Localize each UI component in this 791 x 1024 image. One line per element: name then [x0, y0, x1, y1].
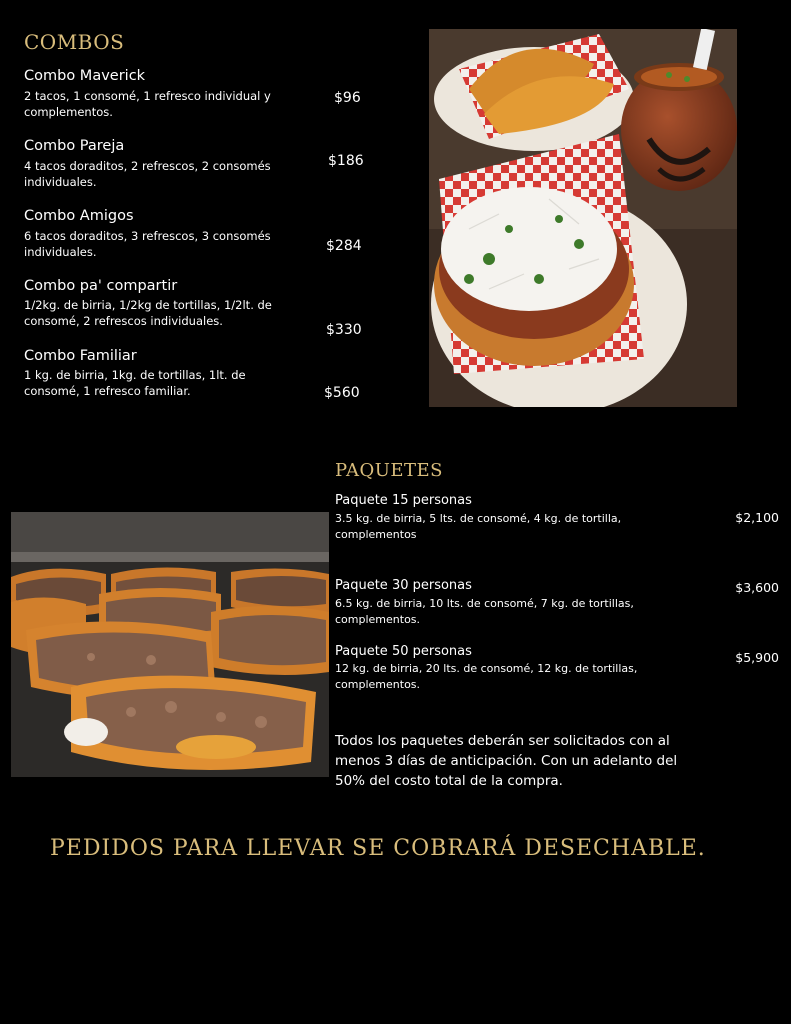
paquete-name: Paquete 30 personas	[335, 578, 472, 593]
paquetes-note: Todos los paquetes deberán ser solicitados con al menos 3 días de anticipación. Con un adelanto del 50% del costo total de la compra.	[335, 733, 678, 789]
paquete-description: 6.5 kg. de birria, 10 lts. de consomé, 7 kg. de tortillas, complementos.	[335, 597, 634, 626]
combo-name: Combo pa' compartir	[24, 278, 178, 294]
combo-description: 1 kg. de birria, 1kg. de tortillas, 1lt. de consomé, 1 refresco familiar.	[24, 368, 246, 398]
paquete-price: $2,100	[735, 510, 779, 525]
paquete-price: $5,900	[735, 650, 779, 665]
combo-name: Combo Amigos	[24, 208, 134, 224]
combo-name: Combo Maverick	[24, 68, 146, 84]
paquete-description: 12 kg. de birria, 20 lts. de consomé, 12 kg. de tortillas, complementos.	[335, 662, 638, 691]
combo-description: 1/2kg. de birria, 1/2kg de tortillas, 1/2lt. de consomé, 2 refrescos individuales.	[24, 298, 272, 328]
combo-name: Combo Pareja	[24, 138, 125, 154]
combo-name: Combo Familiar	[24, 348, 137, 364]
combo-price: $186	[328, 153, 364, 169]
paquete-name: Paquete 50 personas	[335, 644, 472, 659]
combo-price: $560	[324, 385, 360, 401]
food-photo-birria-tacos	[11, 512, 329, 777]
footer-notice: PEDIDOS PARA LLEVAR SE COBRARÁ DESECHABLE.	[50, 836, 706, 861]
combo-description: 4 tacos doraditos, 2 refrescos, 2 consomés individuales.	[24, 159, 271, 189]
combo-description: 6 tacos doraditos, 3 refrescos, 3 consomés individuales.	[24, 229, 271, 259]
combos-heading: COMBOS	[24, 30, 125, 54]
food-photo-tostada-consome	[429, 29, 737, 407]
combo-price: $284	[326, 238, 362, 254]
combo-price: $96	[334, 90, 361, 106]
paquete-price: $3,600	[735, 580, 779, 595]
paquete-description: 3.5 kg. de birria, 5 lts. de consomé, 4 kg. de tortilla, complementos	[335, 512, 622, 541]
paquete-name: Paquete 15 personas	[335, 493, 472, 508]
combo-price: $330	[326, 322, 362, 338]
paquetes-heading: PAQUETES	[335, 460, 444, 481]
combo-description: 2 tacos, 1 consomé, 1 refresco individual y complementos.	[24, 89, 271, 119]
